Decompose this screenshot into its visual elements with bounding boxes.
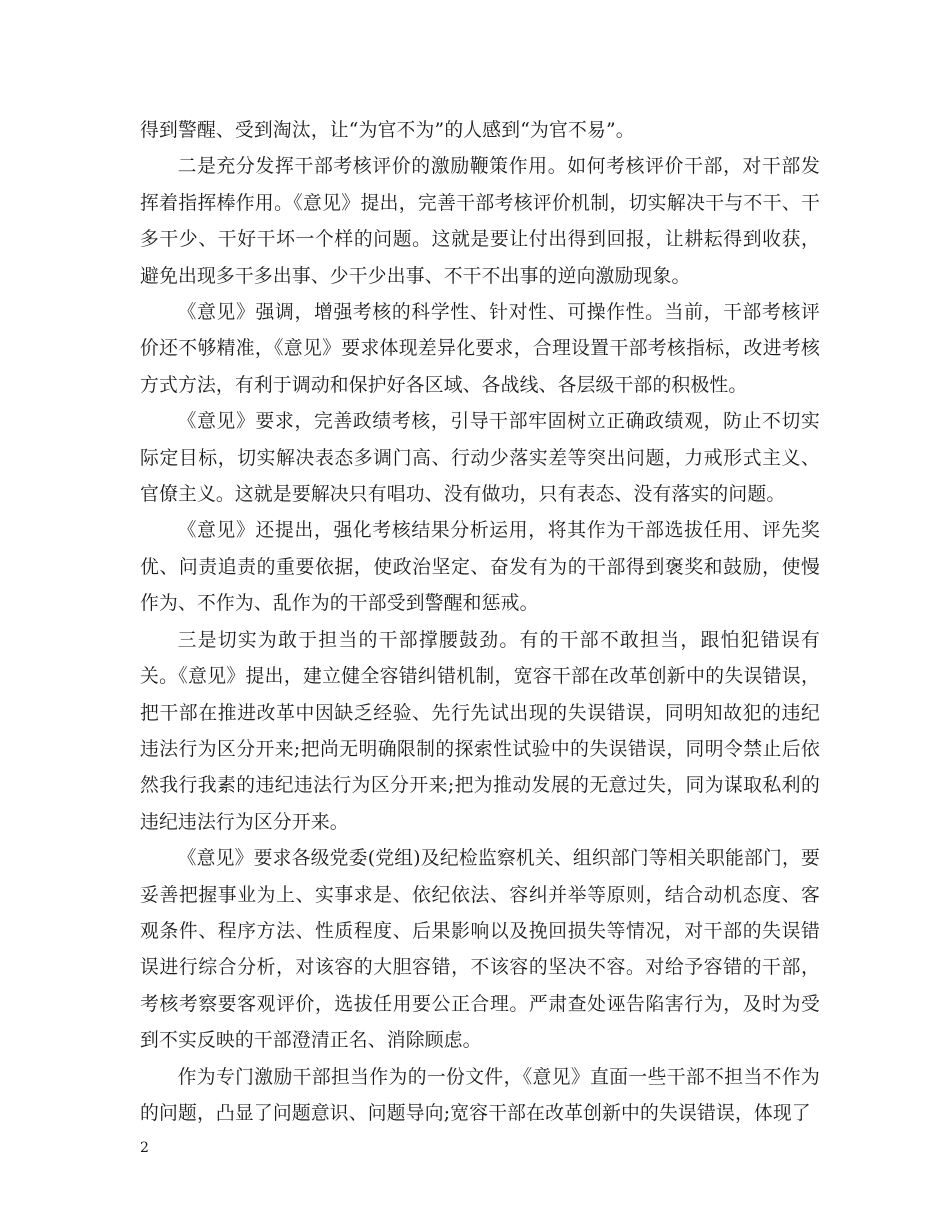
paragraph-performance-assessment: 《意见》要求，完善政绩考核，引导干部牢固树立正确政绩观，防止不切实际定目标，切实解决表态多调门高、行动少落实差等突出问题，力戒形式主义、官僚主义。这就是要解决只有唱功、没有做功，只有表态、没有落实的问题。	[140, 411, 820, 506]
paragraph-support-cadres: 三是切实为敢于担当的干部撑腰鼓劲。有的干部不敢担当，跟怕犯错误有关。《意见》提出，建立健全容错纠错机制，宽容干部在改革创新中的失误错误，把干部在推进改革中因缺乏经验、先行先试出现的失误错误，同明知故犯的违纪违法行为区分开来;把尚无明确限制的探索性试验中的失误错误，同明令禁止后依然我行我素的违纪违法行为区分开来;把为推动发展的无意过失，同为谋取私利的违纪违法行为区分开来。	[140, 629, 820, 833]
paragraph-assessment-science: 《意见》强调，增强考核的科学性、针对性、可操作性。当前，干部考核评价还不够精准，《意见》要求体现差异化要求，合理设置干部考核指标，改进考核方式方法，有利于调动和保护好各区域、各战线、各层级干部的积极性。	[140, 302, 820, 396]
paragraph-result-application: 《意见》还提出，强化考核结果分析运用，将其作为干部选拔任用、评先奖优、问责追责的重要依据，使政治坚定、奋发有为的干部得到褒奖和鼓励，使慢作为、不作为、乱作为的干部受到警醒和惩戒。	[140, 520, 820, 615]
paragraph-document-summary: 作为专门激励干部担当作为的一份文件，《意见》直面一些干部不担当不作为的问题，凸显了问题意识、问题导向;宽容干部在改革创新中的失误错误，体现了	[140, 1066, 820, 1124]
paragraph-continuation: 得到警醒、受到淘汰，让“为官不为”的人感到“为官不易”。	[140, 120, 635, 141]
document-body	[140, 113, 820, 1132]
paragraph-fault-tolerance: 《意见》要求各级党委(党组)及纪检监察机关、组织部门等相关职能部门，要妥善把握事业为上、实事求是、依纪依法、容纠并举等原则，结合动机态度、客观条件、程序方法、性质程度、后果影响以及挽回损失等情况，对干部的失误错误进行综合分析，对该容的大胆容错，不该容的坚决不容。对给予容错的干部，考核考察要客观评价，选拔任用要公正合理。严肃查处诬告陷害行为，及时为受到不实反映的干部澄清正名、消除顾虑。	[140, 848, 820, 1052]
paragraph-incentive-role: 二是充分发挥干部考核评价的激励鞭策作用。如何考核评价干部，对干部发挥着指挥棒作用。《意见》提出，完善干部考核评价机制，切实解决干与不干、干多干少、干好干坏一个样的问题。这就是要让付出得到回报，让耕耘得到收获，避免出现多干多出事、少干少出事、不干不出事的逆向激励现象。	[140, 156, 820, 287]
page-number: 2	[140, 1140, 149, 1156]
